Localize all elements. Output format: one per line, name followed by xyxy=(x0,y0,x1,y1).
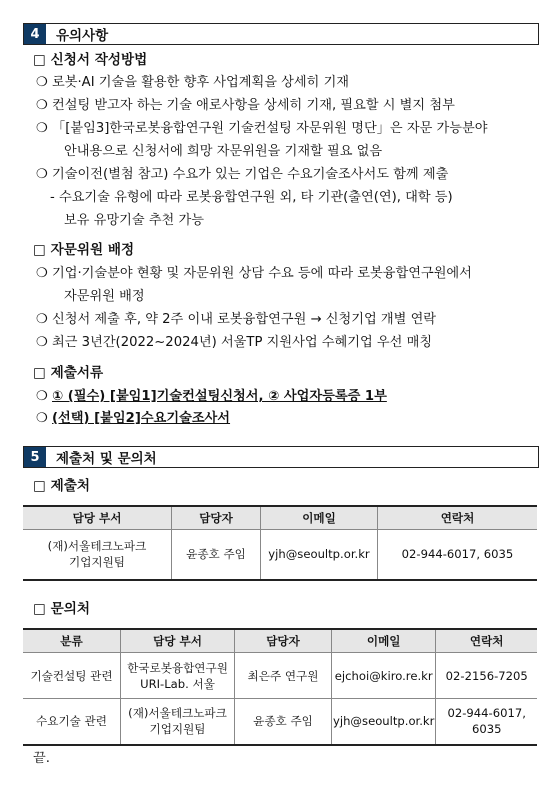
email-cell: ejchoi@kiro.re.kr xyxy=(332,653,436,699)
list-item: ❍ 기술이전(별첨 참고) 수요가 있는 기업은 수요기술조사서도 함께 제출 xyxy=(36,167,449,182)
list-item: ❍ 최근 3년간(2022~2024년) 서울TP 지원사업 수혜기업 우선 매칭 xyxy=(36,335,433,350)
list-item-continuation: 보유 유망기술 추천 가능 xyxy=(64,213,204,228)
sub-list-item: - 수요기술 유형에 따라 로봇융합연구원 외, 타 기관(출연(연), 대학 등) xyxy=(50,190,453,205)
table-row xyxy=(23,530,537,580)
dept-cell: (재)서울테크노파크 기업지원팀 xyxy=(23,530,172,580)
section-title: 제출처 및 문의처 xyxy=(46,447,538,467)
bullet: ❍ xyxy=(36,411,48,426)
email-cell: yjh@seoultp.or.kr xyxy=(332,699,436,745)
dept-cell: 한국로봇융합연구원 URI-Lab. 서울 xyxy=(121,653,235,699)
list-item: ❍ 신청서 제출 후, 약 2주 이내 로봇융합연구원 → 신청기업 개별 연락 xyxy=(36,312,437,327)
person-cell: 윤종호 주임 xyxy=(235,699,332,745)
subheading-documents: □ 제출서류 xyxy=(33,365,104,381)
required-documents: ① (필수) [붙임1]기술컨설팅신청서, ② 사업자등록증 1부 xyxy=(52,389,387,404)
table-header: 연락처 xyxy=(436,629,537,653)
optional-documents: (선택) [붙임2]수요기술조사서 xyxy=(52,411,231,426)
list-item xyxy=(36,387,387,406)
section-5-header xyxy=(23,446,539,468)
table-header: 담당자 xyxy=(235,629,332,653)
subheading-submission: □ 제출처 xyxy=(33,478,90,494)
subheading-inquiry: □ 문의처 xyxy=(33,601,90,617)
subheading-advisor-assignment: □ 자문위원 배정 xyxy=(33,242,135,258)
table-header: 연락처 xyxy=(378,506,538,530)
bullet: ❍ xyxy=(36,389,48,404)
list-item: ❍ 기업·기술분야 현황 및 자문위원 상담 수요 등에 따라 로봇융합연구원에서 xyxy=(36,266,472,281)
list-item-continuation: 안내용으로 신청서에 희망 자문위원을 기재할 필요 없음 xyxy=(64,144,383,159)
list-item-continuation: 자문위원 배정 xyxy=(64,289,145,304)
section-title: 유의사항 xyxy=(46,24,538,44)
table-row xyxy=(23,699,537,745)
phone-cell: 02-2156-7205 xyxy=(436,653,537,699)
category-cell: 수요기술 관련 xyxy=(23,699,121,745)
phone-cell: 02-944-6017, 6035 xyxy=(378,530,538,580)
list-item xyxy=(36,409,230,428)
list-item: ❍ 컨설팅 받고자 하는 기술 애로사항을 상세히 기재, 필요할 시 별지 첨부 xyxy=(36,98,455,113)
submission-table xyxy=(23,505,537,581)
person-cell: 윤종호 주임 xyxy=(172,530,261,580)
table-header: 담당 부서 xyxy=(121,629,235,653)
email-cell: yjh@seoultp.or.kr xyxy=(261,530,378,580)
end-mark: 끝. xyxy=(33,751,50,766)
list-item: ❍ 로봇·AI 기술을 활용한 향후 사업계획을 상세히 기재 xyxy=(36,75,350,90)
phone-cell: 02-944-6017, 6035 xyxy=(436,699,537,745)
section-4-header xyxy=(23,23,539,45)
section-number: 5 xyxy=(24,447,46,467)
list-item: ❍ 「[붙임3]한국로봇융합연구원 기술컨설팅 자문위원 명단」은 자문 가능분야 xyxy=(36,121,488,136)
category-cell: 기술컨설팅 관련 xyxy=(23,653,121,699)
table-header: 분류 xyxy=(23,629,121,653)
table-row xyxy=(23,653,537,699)
dept-cell: (재)서울테크노파크 기업지원팀 xyxy=(121,699,235,745)
person-cell: 최은주 연구원 xyxy=(235,653,332,699)
table-header: 담당자 xyxy=(172,506,261,530)
inquiry-table xyxy=(23,628,537,746)
table-header: 이메일 xyxy=(332,629,436,653)
table-header: 이메일 xyxy=(261,506,378,530)
subheading-application-method: □ 신청서 작성방법 xyxy=(33,52,148,68)
table-header: 담당 부서 xyxy=(23,506,172,530)
section-number: 4 xyxy=(24,24,46,44)
